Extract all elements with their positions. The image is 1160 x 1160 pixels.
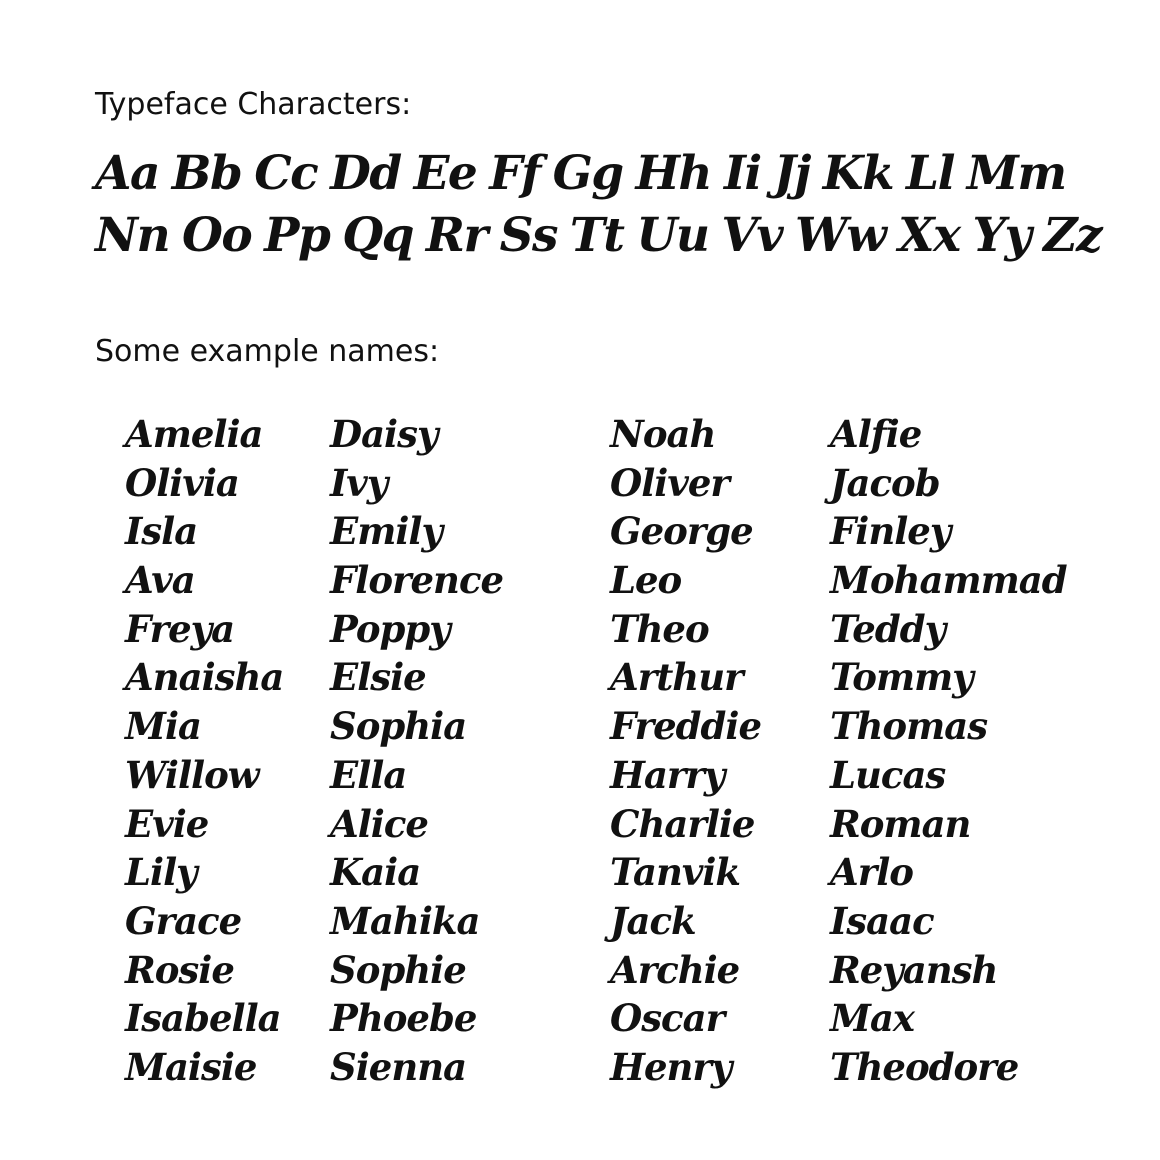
name-item: Jacob (830, 460, 940, 505)
name-item: Daisy (330, 412, 438, 456)
name-item: Alice (330, 801, 428, 846)
name-item: Maisie (125, 1044, 257, 1089)
name-item: Mia (125, 704, 201, 749)
name-item: Tommy (830, 655, 973, 700)
name-item: Freddie (610, 704, 761, 749)
name-item: Phoebe (330, 996, 477, 1041)
name-item: Thomas (830, 704, 988, 749)
names-column-1 (125, 410, 283, 1092)
names-column-3 (610, 410, 761, 1092)
name-item: Theo (610, 606, 709, 651)
name-item: Ella (330, 752, 407, 797)
name-item: Henry (610, 1044, 732, 1089)
name-item: Kaia (330, 850, 421, 895)
typeface-characters-heading: Typeface Characters: (95, 87, 412, 122)
name-item: Mahika (330, 898, 480, 943)
name-item: Isla (125, 509, 198, 554)
name-item: Grace (125, 898, 242, 943)
name-item: Sophia (330, 704, 467, 749)
name-item: Emily (330, 509, 442, 554)
name-item: Tanvik (610, 850, 741, 895)
name-item: Anaisha (125, 655, 284, 700)
name-item: Olivia (125, 460, 239, 505)
name-item: Amelia (125, 412, 263, 456)
name-item: Arthur (610, 655, 743, 700)
name-item: Max (830, 996, 914, 1041)
names-column-2 (330, 410, 503, 1092)
name-item: Finley (830, 509, 951, 554)
name-item: Oliver (610, 460, 729, 505)
name-item: Roman (830, 801, 971, 846)
name-item: Reyansh (830, 947, 998, 992)
name-item: Florence (330, 558, 504, 603)
alphabet-line-1: Aa Bb Cc Dd Ee Ff Gg Hh Ii Jj Kk Ll Mm (95, 146, 1066, 201)
name-item: Evie (125, 801, 209, 846)
name-item: Leo (610, 558, 682, 603)
name-item: Sophie (330, 947, 466, 992)
name-item: Elsie (330, 655, 426, 700)
name-item: George (610, 509, 753, 554)
name-item: Oscar (610, 996, 725, 1041)
name-item: Teddy (830, 606, 946, 651)
name-item: Ava (125, 558, 195, 603)
name-item: Lily (125, 850, 197, 895)
name-item: Lucas (830, 752, 946, 797)
name-item: Arlo (830, 850, 913, 895)
name-item: Ivy (330, 460, 388, 505)
name-item: Isabella (125, 996, 281, 1041)
name-item: Mohammad (830, 558, 1067, 603)
name-item: Charlie (610, 801, 755, 846)
names-column-4 (830, 410, 1067, 1092)
name-item: Sienna (330, 1044, 467, 1089)
name-item: Rosie (125, 947, 234, 992)
name-item: Theodore (830, 1044, 1019, 1089)
name-item: Isaac (830, 898, 934, 943)
name-item: Jack (610, 898, 696, 943)
name-item: Alfie (830, 412, 922, 456)
alphabet-line-2: Nn Oo Pp Qq Rr Ss Tt Uu Vv Ww Xx Yy Zz (95, 208, 1102, 263)
name-item: Noah (610, 412, 716, 456)
name-item: Poppy (330, 606, 450, 651)
name-item: Harry (610, 752, 725, 797)
name-item: Archie (610, 947, 740, 992)
name-item: Freya (125, 606, 235, 651)
example-names-heading: Some example names: (95, 334, 440, 369)
name-item: Willow (125, 752, 259, 797)
